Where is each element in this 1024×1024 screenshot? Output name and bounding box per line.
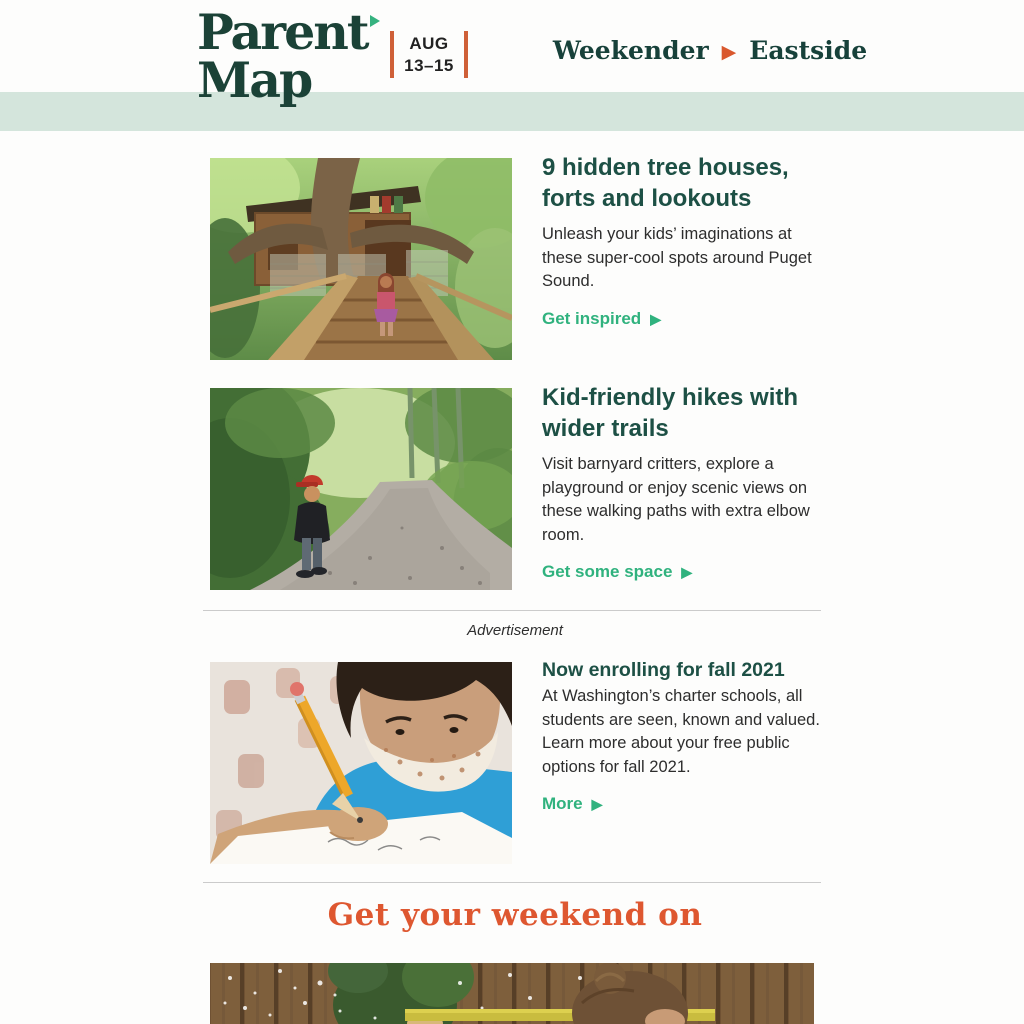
header — [0, 0, 1024, 131]
article-2-body: Visit barnyard critters, explore a playground or enjoy scenic views on these walking paths with extra elbow room. — [542, 455, 810, 544]
article-1 — [210, 154, 820, 360]
advertisement-label: Advertisement — [467, 622, 563, 639]
article-1-image-treehouse[interactable] — [210, 158, 512, 360]
arrow-icon: ▶ — [591, 796, 603, 812]
article-1-link-label: Get inspired — [542, 308, 642, 328]
weekend-section-heading: Get your weekend on — [327, 897, 703, 933]
advertisement-block — [210, 659, 820, 864]
date-month: AUG — [409, 33, 449, 53]
date-days: 13–15 — [404, 55, 454, 75]
article-2-text — [542, 382, 820, 590]
ad-body: At Washington’s charter schools, all students are seen, known and valued. Learn more about your free public options for fall 2021. — [542, 687, 820, 776]
ad-text — [542, 658, 820, 864]
weekend-hero-image-backyard[interactable] — [210, 963, 814, 1024]
arrow-icon: ▶ — [681, 564, 693, 580]
article-2 — [210, 384, 820, 590]
backyard-illustration — [210, 963, 814, 1024]
article-1-body: Unleash your kids’ imaginations at these super-cool spots around Puget Sound. — [542, 225, 812, 290]
article-2-link[interactable] — [542, 562, 692, 582]
ad-link-label: More — [542, 794, 583, 813]
ad-title[interactable]: Now enrolling for fall 2021 — [542, 659, 785, 681]
header-band — [0, 92, 1024, 131]
content — [210, 154, 820, 1024]
article-1-link[interactable] — [542, 309, 661, 329]
student-illustration — [210, 662, 512, 864]
article-1-title[interactable]: 9 hidden tree houses, forts and lookouts — [542, 154, 789, 212]
logo-accent-icon — [370, 15, 380, 27]
edition-title — [540, 36, 880, 65]
edition-name: Weekender — [552, 36, 709, 65]
logo-line1: Parent — [197, 3, 368, 61]
divider — [203, 610, 821, 611]
date-badge — [390, 31, 468, 78]
ad-link[interactable] — [542, 794, 602, 814]
parentmap-logo[interactable] — [197, 3, 368, 109]
article-1-text — [542, 152, 820, 360]
article-2-title[interactable]: Kid-friendly hikes with wider trails — [542, 384, 799, 442]
edition-region: Eastside — [749, 36, 868, 65]
arrow-icon: ▶ — [650, 310, 661, 327]
treehouse-illustration — [210, 158, 512, 360]
divider — [203, 882, 821, 883]
article-2-link-label: Get some space — [542, 562, 673, 581]
date-bar-right — [464, 31, 468, 78]
article-2-image-trail[interactable] — [210, 388, 512, 590]
date-text — [394, 33, 464, 77]
arrow-icon: ▶ — [721, 40, 737, 63]
trail-illustration — [210, 388, 512, 590]
ad-image-student-writing[interactable] — [210, 662, 512, 864]
logo-line2: Map — [197, 51, 312, 109]
